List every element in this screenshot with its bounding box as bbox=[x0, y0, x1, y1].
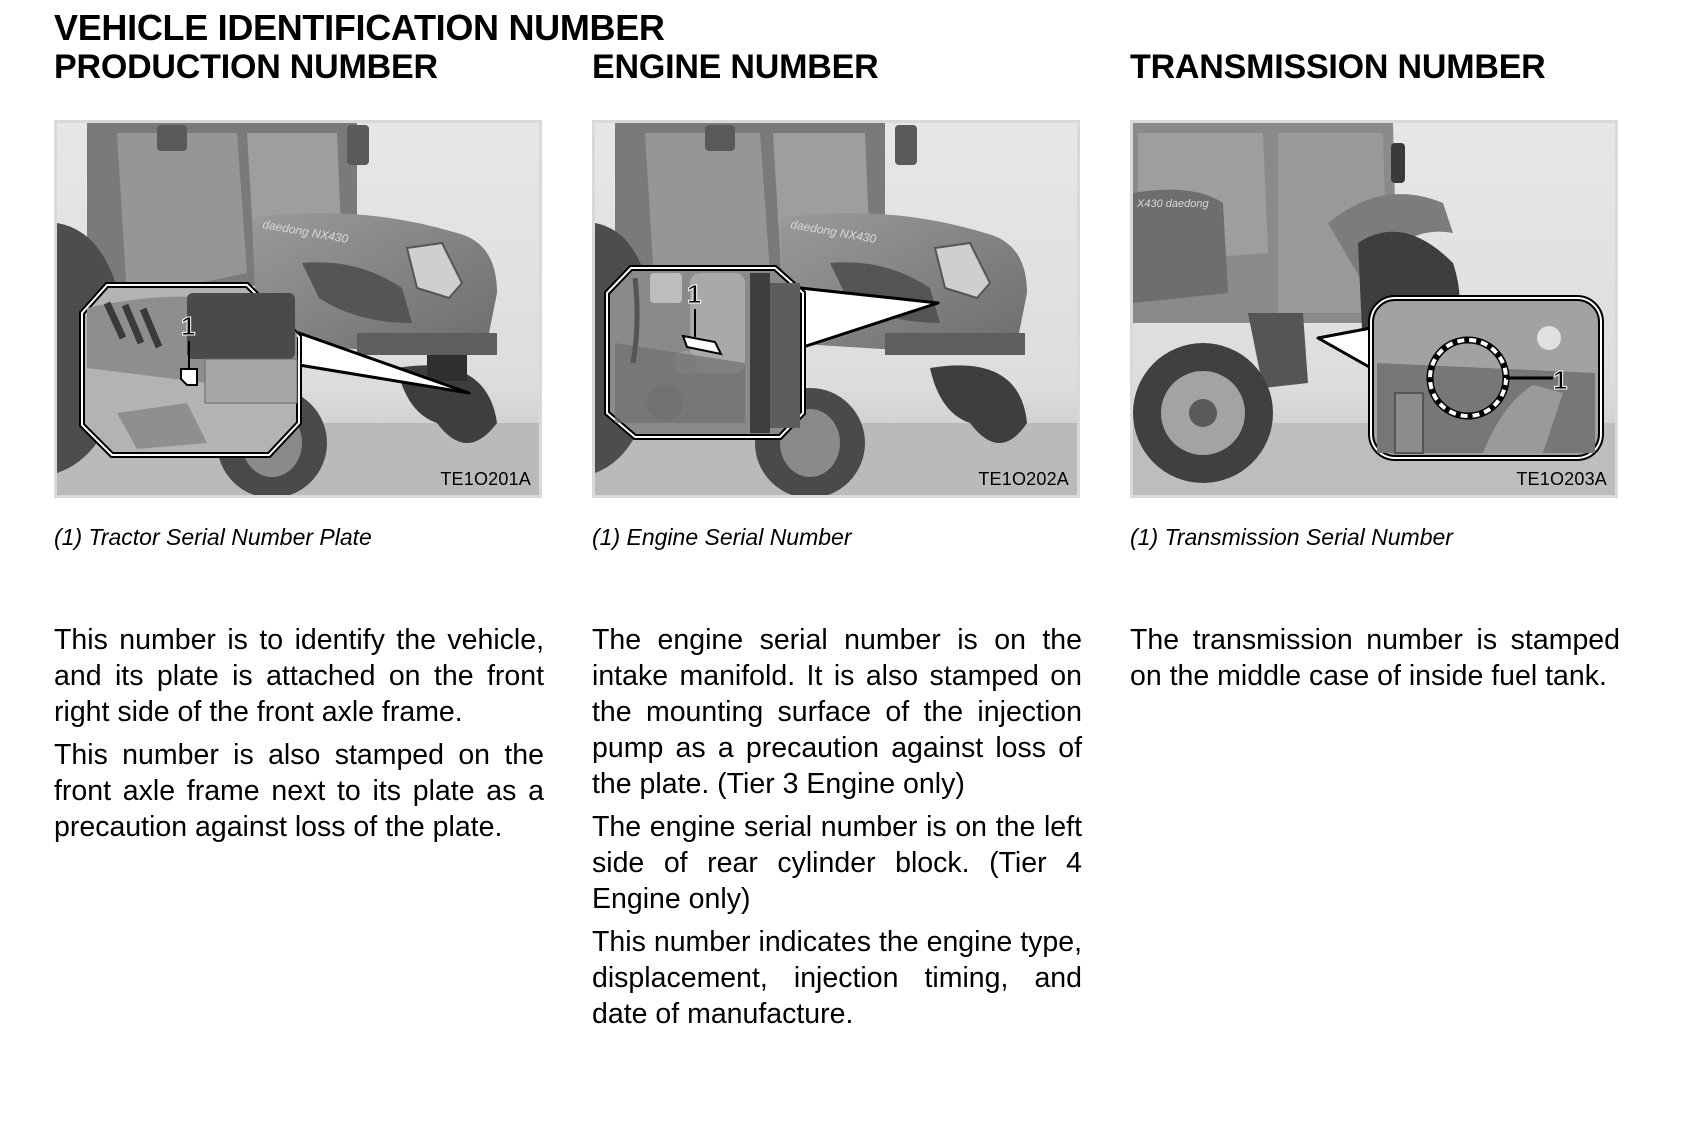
transmission-figure bbox=[1130, 120, 1618, 498]
paragraph: The engine serial number is on the intake manifold. It is also stamped on the mounting surface of the injection pump as a precaution against loss of the plate. (Tier 3 Engine only) bbox=[592, 624, 1082, 800]
figure-code: TE1O203A bbox=[1516, 469, 1607, 489]
figure-caption: (1) Tractor Serial Number Plate bbox=[54, 524, 372, 550]
engine-figure bbox=[592, 120, 1080, 498]
section-body bbox=[592, 622, 1082, 1039]
paragraph: This number is also stamped on the front axle frame next to its plate as a precaution against loss of the plate. bbox=[54, 739, 544, 843]
svg-text:daedong NX430: daedong NX430 bbox=[789, 217, 878, 247]
figure-code: TE1O202A bbox=[978, 469, 1069, 489]
section-heading: ENGINE NUMBER bbox=[592, 48, 879, 86]
engine-illustration bbox=[595, 123, 1077, 495]
section-heading: TRANSMISSION NUMBER bbox=[1130, 48, 1546, 86]
paragraph: The engine serial number is on the left side of rear cylinder block. (Tier 4 Engine only) bbox=[592, 811, 1082, 915]
svg-text:1: 1 bbox=[181, 311, 196, 341]
paragraph: The transmission number is stamped on the middle case of inside fuel tank. bbox=[1130, 624, 1620, 692]
paragraph: This number indicates the engine type, displacement, injection timing, and date of manufacture. bbox=[592, 926, 1082, 1030]
figure-caption: (1) Engine Serial Number bbox=[592, 524, 852, 550]
svg-text:1: 1 bbox=[687, 279, 702, 309]
svg-text:daedong NX430: daedong NX430 bbox=[261, 217, 350, 247]
section-body bbox=[54, 622, 544, 852]
tractor-side-illustration bbox=[1133, 123, 1615, 495]
page-title: VEHICLE IDENTIFICATION NUMBER bbox=[54, 7, 665, 48]
svg-text:X430 daedong: X430 daedong bbox=[1137, 198, 1209, 210]
section-heading: PRODUCTION NUMBER bbox=[54, 48, 438, 86]
section-body bbox=[1130, 622, 1620, 701]
figure-caption: (1) Transmission Serial Number bbox=[1130, 524, 1453, 550]
tractor-front-figure bbox=[54, 120, 542, 498]
figure-code: TE1O201A bbox=[440, 469, 531, 489]
tractor-front-illustration bbox=[57, 123, 539, 495]
paragraph: This number is to identify the vehicle, and its plate is attached on the front right side of the front axle frame. bbox=[54, 624, 544, 728]
svg-text:1: 1 bbox=[1553, 365, 1568, 395]
